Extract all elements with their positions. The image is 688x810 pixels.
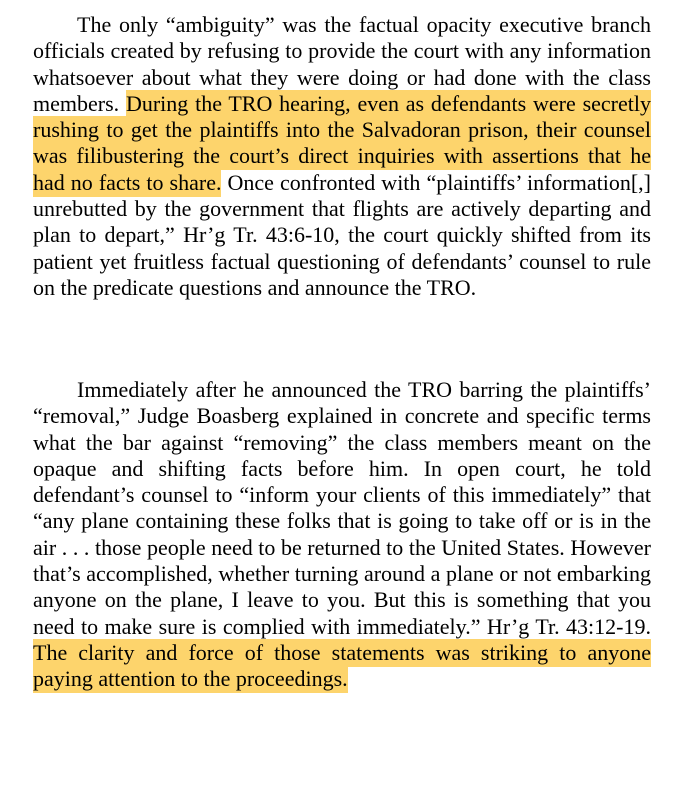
paragraph-tro-announcement [33,377,651,693]
paragraph-2-text: Immediately after he announced the TRO barring the plaintiffs’ “removal,” Judge Boasberg explained in concrete and specific terms what the bar against “removing” the class members meant on the opaque and shifting facts before him. In open court, he told defendant’s counsel to “inform your clients of this immediately” that “any plane containing these folks that is going to take off or is in the air . . . those people need to be returned to the United States. However that’s accomplished, whether turning around a plane or not embarking anyone on the plane, I leave to you. But this is something that you need to make sure is complied with immediately.” Hr’g Tr. 43:12-19. [33,377,651,639]
paragraph-1-highlight: During the TRO hearing, even as defendants were secretly rushing to get the plaintiffs into the Salvadoran prison, their counsel was filibustering the court’s direct inquiries with assertions that he had no facts to share. [33,90,651,195]
paragraph-2-highlight: The clarity and force of those statements was striking to anyone paying attention to the proceedings. [33,639,651,692]
paragraph-1-text: The only “ambiguity” was the factual opacity executive branch officials created by refusing to provide the court with any information whatsoever about what they were doing or had done with the class members. [33,12,651,116]
paragraph-ambiguity [33,12,651,301]
paragraph-1-text-continued: Once confronted with “plaintiffs’ information[,] unrebutted by the government that flights are actively departing and plan to depart,” Hr’g Tr. 43:6-10, the court quickly shifted from its patient yet fruitless factual questioning of defendants’ counsel to rule on the predicate questions and announce the TRO. [33,169,651,300]
